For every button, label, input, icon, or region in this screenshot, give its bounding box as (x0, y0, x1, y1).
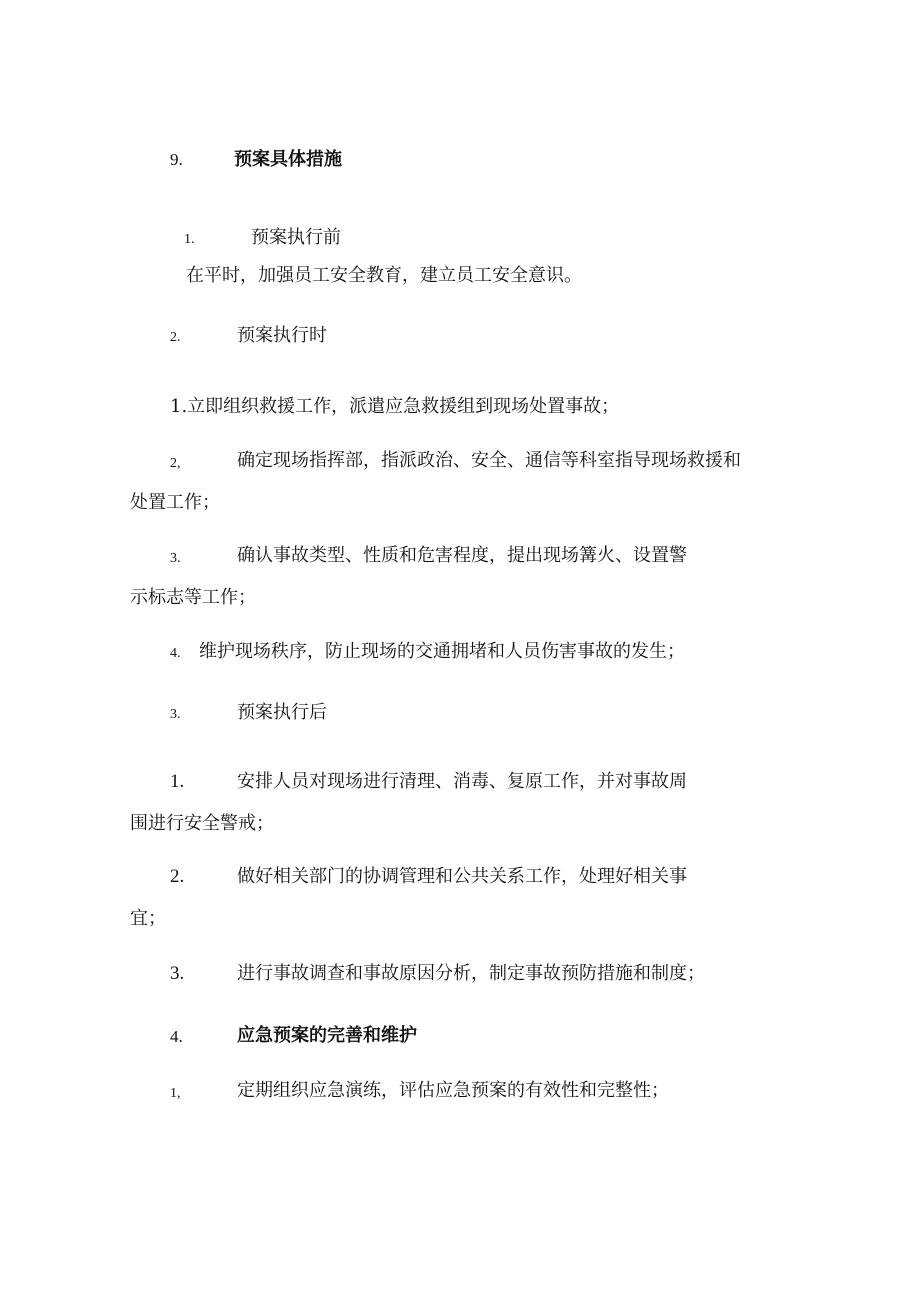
after-item-2-number: 2. (170, 866, 185, 887)
after-title: 预案执行后 (237, 702, 327, 723)
during-item-1-text: 1.立即组织救援工作，派遣应急救援组到现场处置事故； (170, 396, 620, 417)
after-number: 3. (170, 707, 181, 722)
during-number: 2. (170, 330, 181, 345)
after-item-3-number: 3. (170, 963, 185, 984)
maintenance-item-1-number: 1, (170, 1086, 181, 1101)
maintenance-title: 应急预案的完善和维护 (237, 1025, 417, 1046)
during-item-2-number: 2, (170, 456, 181, 471)
after-item-3-text: 进行事故调查和事故原因分析，制定事故预防措施和制度； (237, 963, 705, 984)
during-item-4-number: 4. (170, 646, 181, 661)
before-text: 在平时，加强员工安全教育，建立员工安全意识。 (186, 265, 582, 286)
after-item-2-cont: 宜； (130, 908, 166, 929)
maintenance-number: 4. (170, 1027, 183, 1046)
during-item-3-cont: 示标志等工作； (130, 587, 256, 608)
during-item-2-cont: 处置工作； (130, 492, 220, 513)
before-title: 预案执行前 (251, 227, 341, 248)
maintenance-item-1-text: 定期组织应急演练，评估应急预案的有效性和完整性； (237, 1080, 669, 1101)
during-item-4-text: 维护现场秩序，防止现场的交通拥堵和人员伤害事故的发生； (199, 641, 685, 662)
after-item-1-text: 安排人员对现场进行清理、消毒、复原工作，并对事故周 (237, 771, 687, 792)
during-item-3-number: 3. (170, 551, 181, 566)
section-number: 9. (170, 150, 183, 169)
during-item-3-text: 确认事故类型、性质和危害程度，提出现场篝火、设置警 (237, 545, 687, 566)
after-item-1-number: 1. (170, 771, 185, 792)
during-item-2-text: 确定现场指挥部，指派政治、安全、通信等科室指导现场救援和 (237, 450, 741, 471)
during-title: 预案执行时 (237, 325, 327, 346)
before-number: 1. (184, 232, 195, 247)
after-item-2-text: 做好相关部门的协调管理和公共关系工作，处理好相关事 (237, 866, 687, 887)
section-title: 预案具体措施 (234, 149, 342, 170)
after-item-1-cont: 围进行安全警戒； (130, 813, 274, 834)
